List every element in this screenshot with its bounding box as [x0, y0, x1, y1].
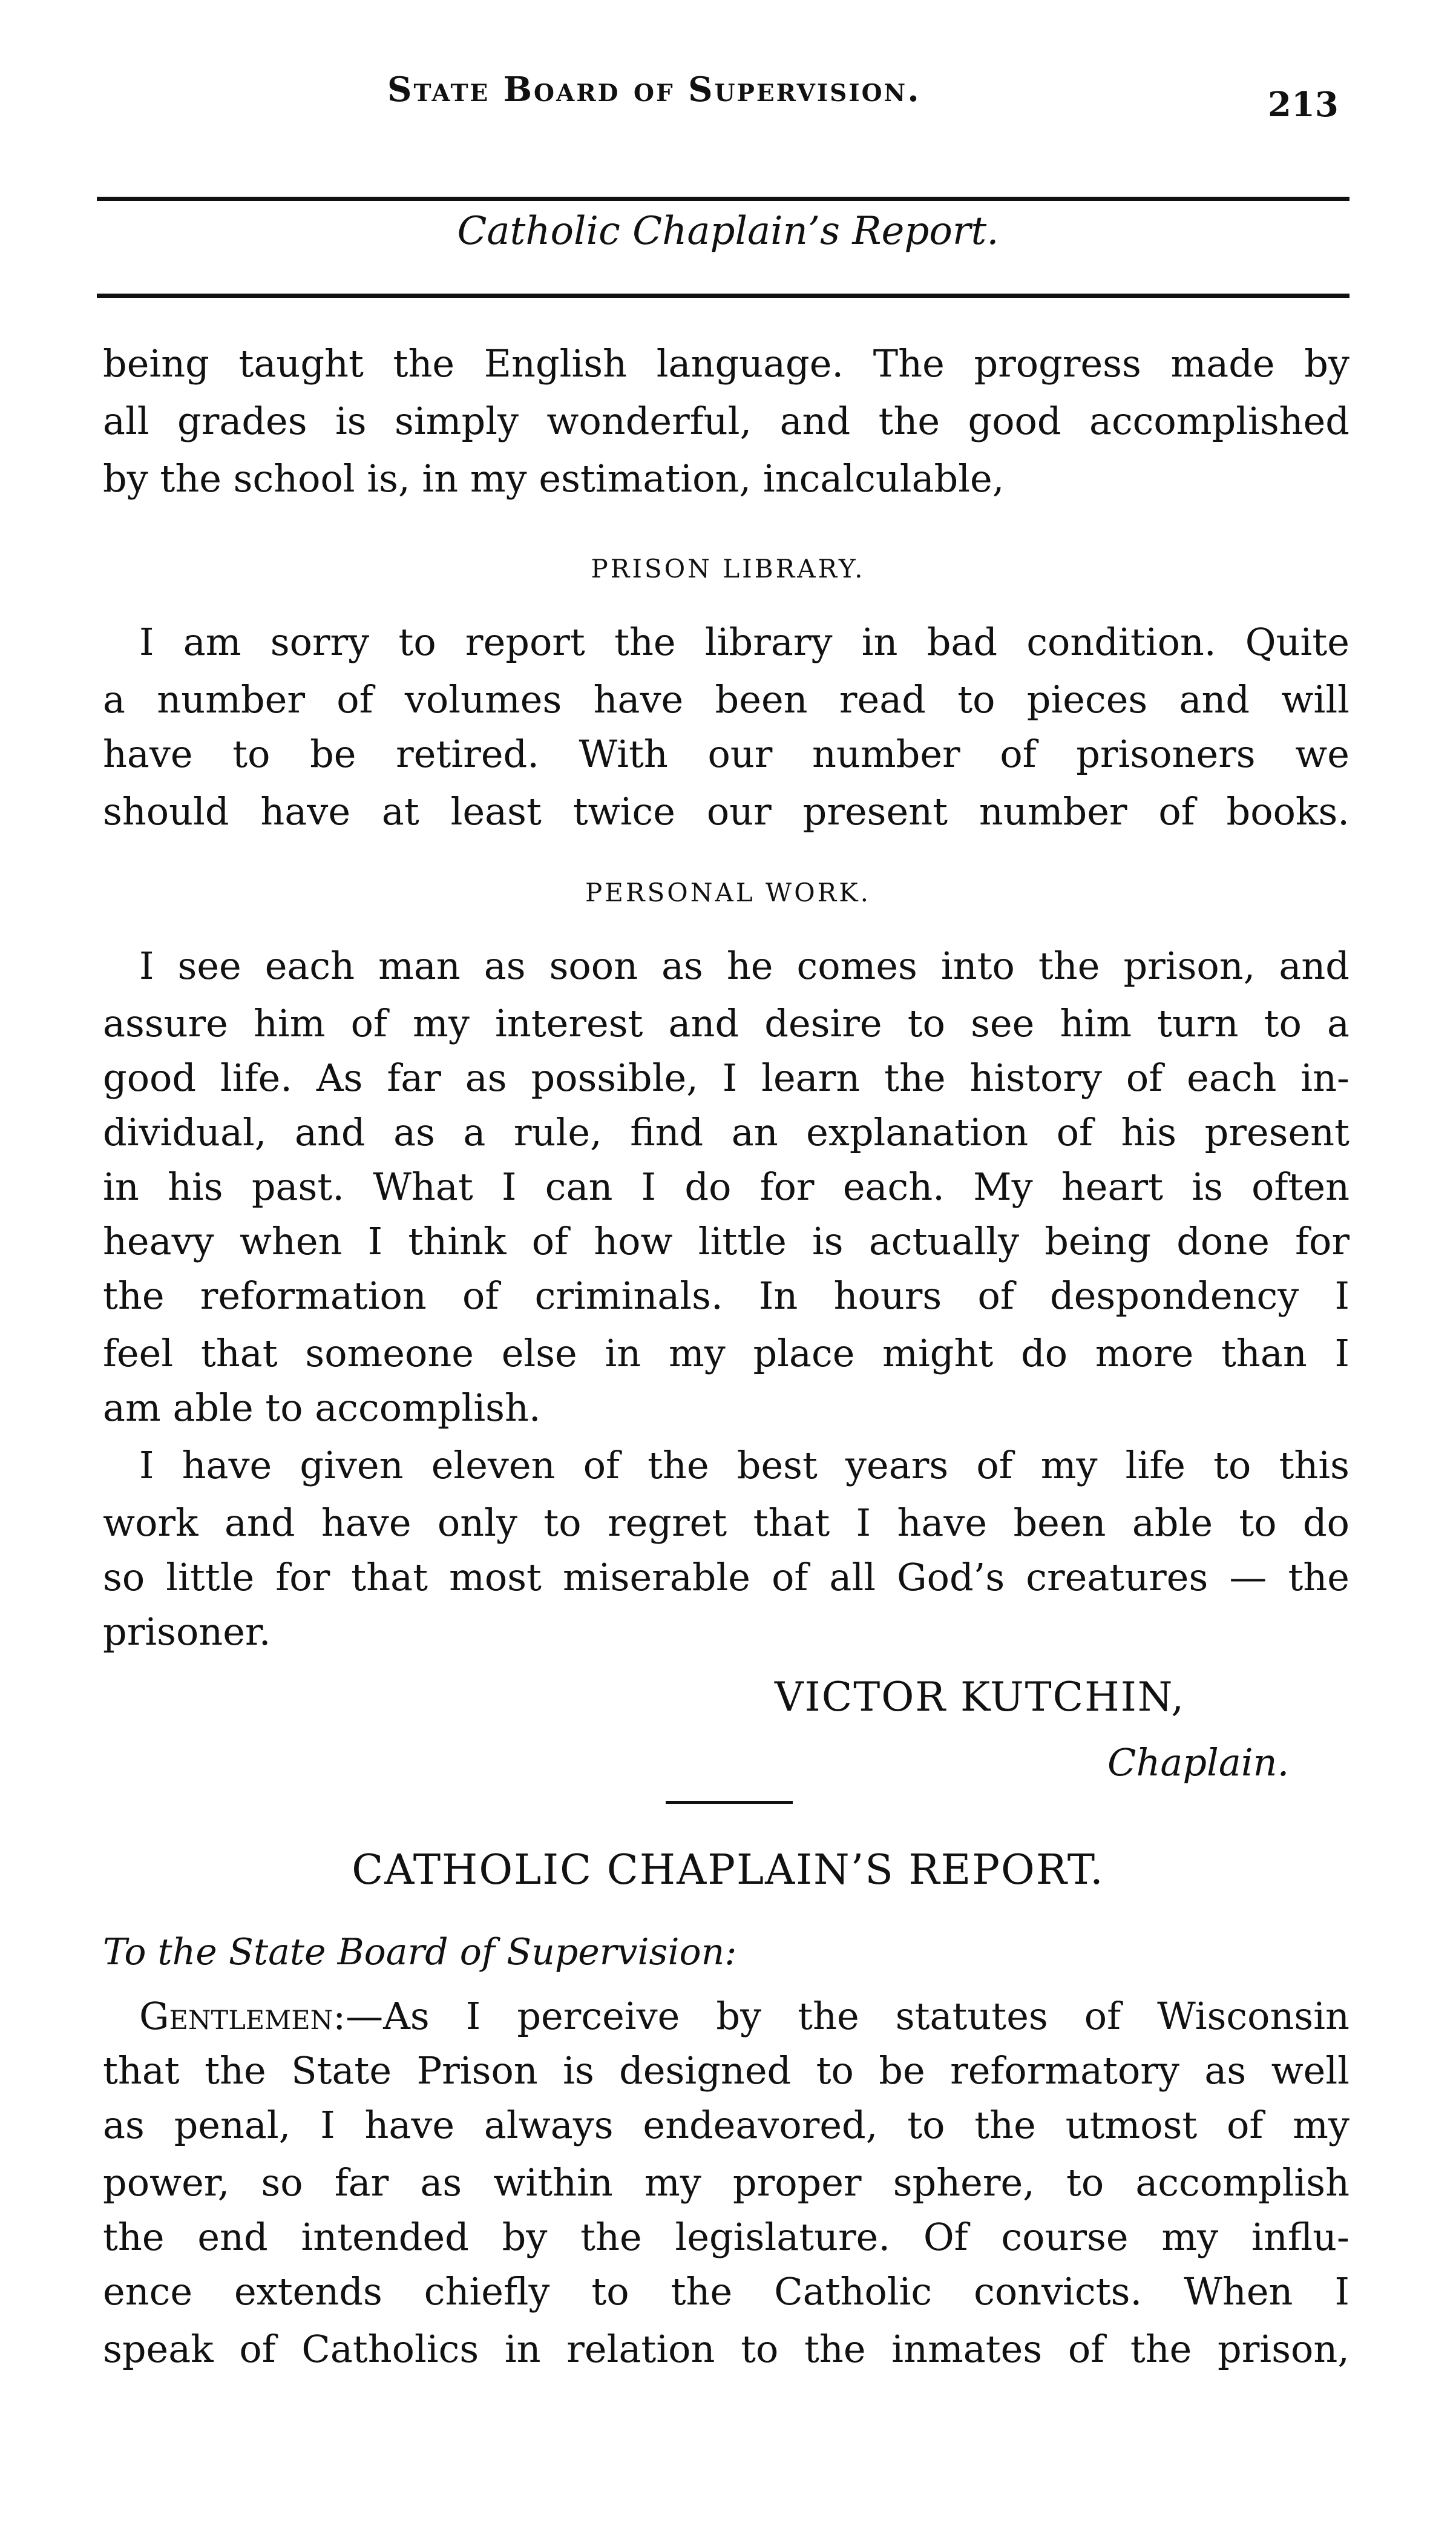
body-line: heavy when I think of how little is actually being done for: [103, 1219, 1349, 1263]
section-heading-prison-library: PRISON LIBRARY.: [591, 554, 865, 584]
body-line: being taught the English language. The progress made by: [103, 341, 1349, 386]
opening-word: Gentlemen: [139, 1994, 333, 2038]
body-line: a number of volumes have been read to pieces and will: [103, 677, 1349, 722]
section-divider: [666, 1801, 793, 1804]
signature-title: Chaplain.: [1107, 1740, 1290, 1785]
body-line: by the school is, in my estimation, incalculable,: [103, 456, 1005, 501]
signature-name: VICTOR KUTCHIN,: [775, 1674, 1185, 1720]
salutation: To the State Board of Supervision:: [103, 1931, 737, 1973]
body-line: am able to accomplish.: [103, 1386, 541, 1430]
subhead-rule: [97, 294, 1349, 298]
body-line: the reformation of criminals. In hours of despondency I: [103, 1274, 1349, 1318]
body-line: I have given eleven of the best years of my life to this: [139, 1443, 1349, 1487]
body-line: I am sorry to report the library in bad condition. Quite: [139, 620, 1349, 664]
top-rule: [97, 197, 1349, 201]
body-line: assure him of my interest and desire to see him turn to a: [103, 1001, 1349, 1045]
body-line: power, so far as within my proper sphere, to accomplish: [103, 2160, 1349, 2205]
body-line: feel that someone else in my place might do more than I: [103, 1331, 1349, 1375]
section-subhead: Catholic Chaplain’s Report.: [457, 209, 999, 254]
body-line: that the State Prison is designed to be reformatory as well: [103, 2048, 1349, 2093]
page-number: 213: [1268, 85, 1339, 125]
body-line: the end intended by the legislature. Of course my influ-: [103, 2215, 1349, 2259]
section-heading-personal-work: PERSONAL WORK.: [585, 878, 871, 907]
body-line: good life. As far as possible, I learn the history of each in-: [103, 1056, 1349, 1100]
body-line: all grades is simply wonderful, and the good accomplished: [103, 399, 1349, 443]
body-line: have to be retired. With our number of prisoners we: [103, 732, 1349, 776]
body-line: so little for that most miserable of all God’s creatures — the: [103, 1555, 1349, 1599]
body-line: as penal, I have always endeavored, to the utmost of my: [103, 2103, 1349, 2147]
body-line: should have at least twice our present number of books.: [103, 789, 1349, 834]
body-line: dividual, and as a rule, find an explanation of his present: [103, 1110, 1349, 1154]
body-line: ence extends chiefly to the Catholic convicts. When I: [103, 2269, 1349, 2314]
body-line: speak of Catholics in relation to the inmates of the prison,: [103, 2327, 1349, 2371]
running-head: State Board of Supervision.: [387, 70, 921, 110]
opening-line-rest: :—As I perceive by the statutes of Wisconsin: [333, 1994, 1349, 2038]
body-line: I see each man as soon as he comes into the prison, and: [139, 944, 1349, 988]
body-line-opening: [139, 1994, 1349, 2038]
body-line: prisoner.: [103, 1610, 271, 1654]
body-line: in his past. What I can I do for each. My heart is often: [103, 1165, 1349, 1209]
report-title: CATHOLIC CHAPLAIN’S REPORT.: [352, 1846, 1104, 1894]
body-line: work and have only to regret that I have been able to do: [103, 1501, 1349, 1545]
